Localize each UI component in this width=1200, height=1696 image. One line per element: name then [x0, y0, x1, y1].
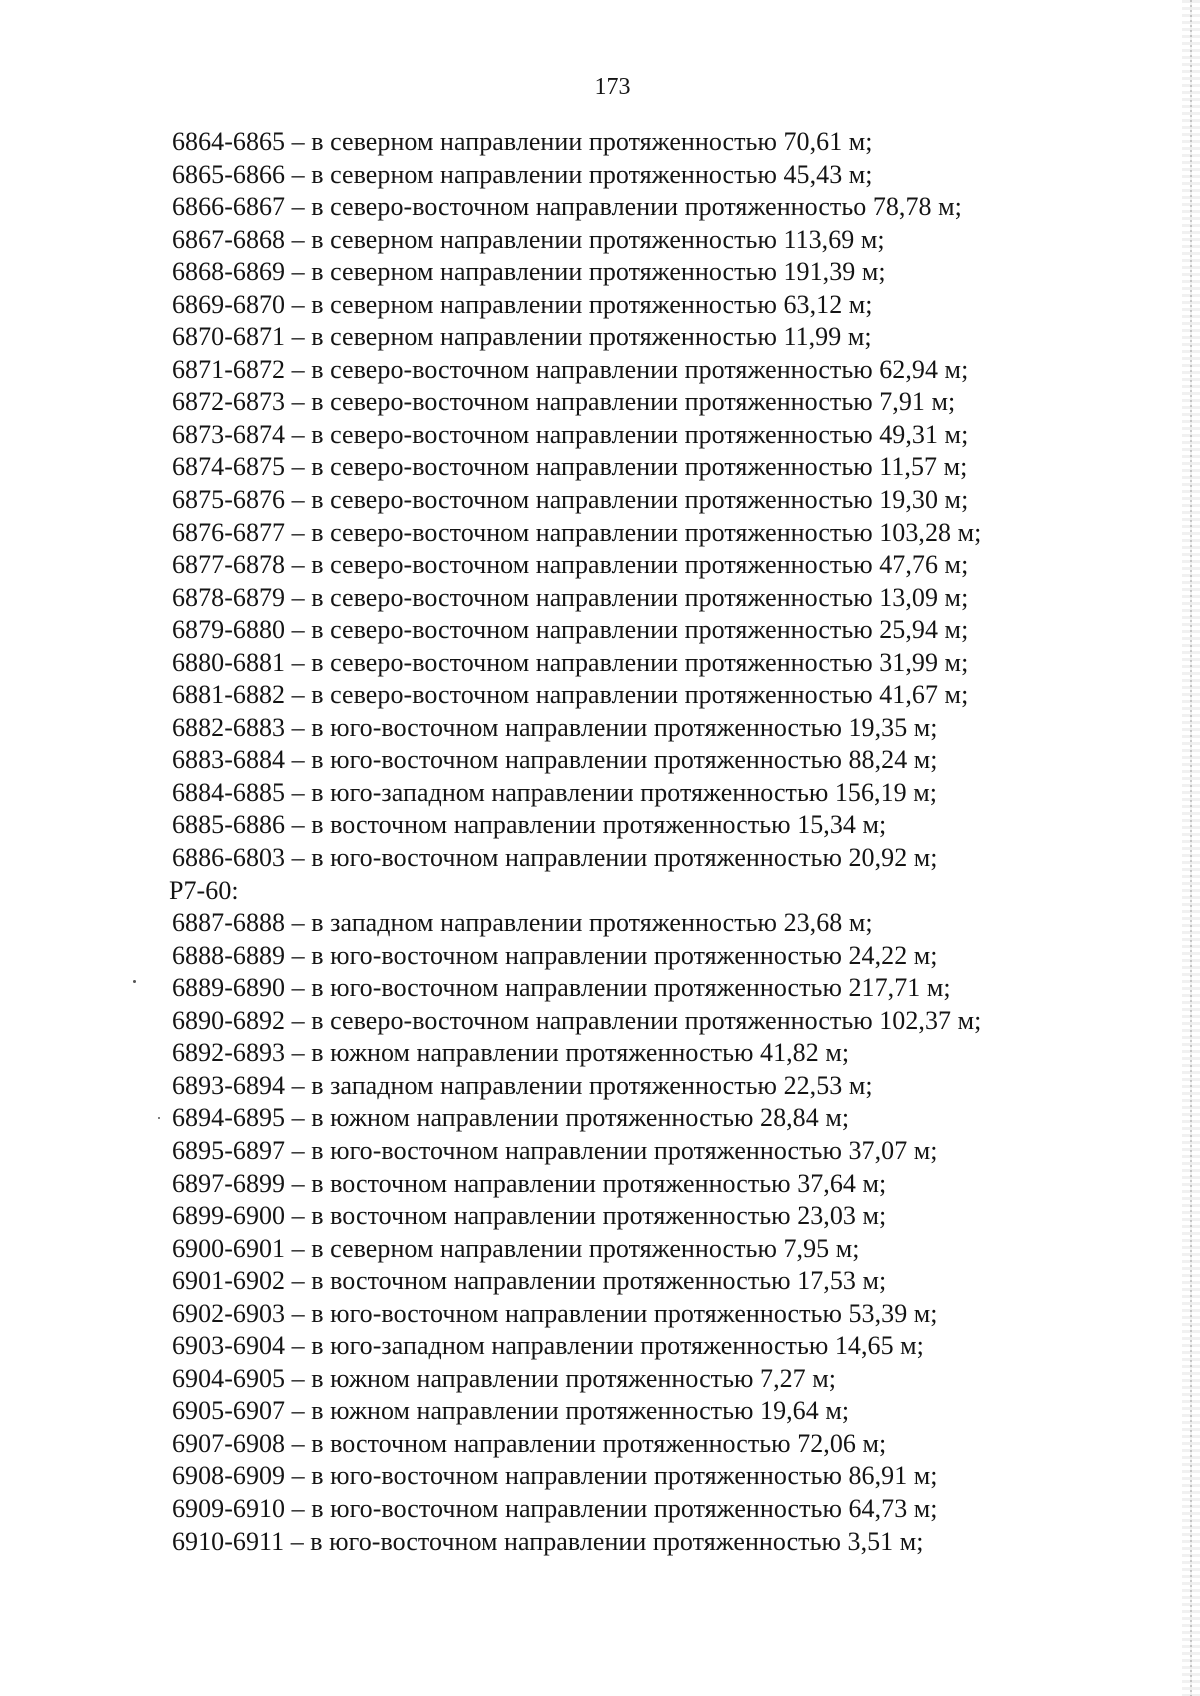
- list-item: 6893-6894 – в западном направлении протяженностью 22,53 м;: [172, 1070, 873, 1100]
- list-item: 6887-6888 – в западном направлении протяженностью 23,68 м;: [172, 908, 873, 938]
- list-item: 6869-6870 – в северном направлении протяженностью 63,12 м;: [172, 289, 873, 319]
- list-item: 6910-6911 – в юго-восточном направлении протяженностью 3,51 м;: [172, 1526, 924, 1556]
- list-item: 6882-6883 – в юго-восточном направлении протяженностью 19,35 м;: [172, 712, 938, 742]
- list-item: 6866-6867 – в северо-восточном направлении протяженностьо 78,78 м;: [172, 192, 962, 222]
- list-item: 6873-6874 – в северо-восточном направлении протяженностью 49,31 м;: [172, 419, 969, 449]
- list-item: 6889-6890 – в юго-восточном направлении протяженностью 217,71 м;: [172, 973, 951, 1003]
- list-item: 6878-6879 – в северо-восточном направлении протяженностью 13,09 м;: [172, 582, 969, 612]
- list-item: 6890-6892 – в северо-восточном направлении протяженностью 102,37 м;: [172, 1005, 982, 1035]
- list-item: 6874-6875 – в северо-восточном направлении протяженностью 11,57 м;: [172, 452, 968, 482]
- list-item: 6867-6868 – в северном направлении протяженностью 113,69 м;: [172, 224, 885, 254]
- list-item: 6902-6903 – в юго-восточном направлении протяженностью 53,39 м;: [172, 1298, 938, 1328]
- list-item: 6868-6869 – в северном направлении протяженностью 191,39 м;: [172, 257, 886, 287]
- list-item: 6899-6900 – в восточном направлении протяженностью 23,03 м;: [172, 1201, 887, 1231]
- list-item: 6884-6885 – в юго-западном направлении протяженностью 156,19 м;: [172, 777, 938, 807]
- list-item: 6880-6881 – в северо-восточном направлении протяженностью 31,99 м;: [172, 647, 969, 677]
- list-item: 6872-6873 – в северо-восточном направлении протяженностью 7,91 м;: [172, 387, 956, 417]
- list-item: 6881-6882 – в северо-восточном направлении протяженностью 41,67 м;: [172, 680, 969, 710]
- scan-speck: [158, 1117, 160, 1119]
- list-item: 6883-6884 – в юго-восточном направлении протяженностью 88,24 м;: [172, 745, 938, 775]
- page-number: 173: [594, 74, 631, 100]
- list-item: 6885-6886 – в восточном направлении протяженностью 15,34 м;: [172, 810, 887, 840]
- list-item: 6901-6902 – в восточном направлении протяженностью 17,53 м;: [172, 1266, 887, 1296]
- list-item: 6907-6908 – в восточном направлении протяженностью 72,06 м;: [172, 1428, 887, 1458]
- list-item: 6864-6865 – в северном направлении протяженностью 70,61 м;: [172, 127, 873, 156]
- list-item: 6905-6907 – в южном направлении протяженностью 19,64 м;: [172, 1396, 850, 1426]
- section-heading: Р7-60:: [169, 875, 239, 905]
- list-item: 6877-6878 – в северо-восточном направлении протяженностью 47,76 м;: [172, 550, 969, 580]
- list-item: 6903-6904 – в юго-западном направлении протяженностью 14,65 м;: [172, 1331, 924, 1361]
- list-item: 6886-6803 – в юго-восточном направлении протяженностью 20,92 м;: [172, 843, 938, 873]
- scan-edge-line: [1190, 0, 1192, 1696]
- list-item: 6895-6897 – в юго-восточном направлении протяженностью 37,07 м;: [172, 1135, 938, 1165]
- list-item: 6894-6895 – в южном направлении протяженностью 28,84 м;: [172, 1103, 850, 1133]
- list-item: 6900-6901 – в северном направлении протяженностью 7,95 м;: [172, 1233, 860, 1263]
- boundary-list: [169, 126, 982, 1558]
- list-item: 6875-6876 – в северо-восточном направлении протяженностью 19,30 м;: [172, 485, 969, 515]
- list-item: 6865-6866 – в северном направлении протяженностью 45,43 м;: [172, 159, 873, 189]
- list-item: 6908-6909 – в юго-восточном направлении протяженностью 86,91 м;: [172, 1461, 938, 1491]
- list-item: 6888-6889 – в юго-восточном направлении протяженностью 24,22 м;: [172, 940, 938, 970]
- scan-speck: [133, 980, 136, 983]
- list-item: 6909-6910 – в юго-восточном направлении протяженностью 64,73 м;: [172, 1493, 938, 1523]
- list-item: 6897-6899 – в восточном направлении протяженностью 37,64 м;: [172, 1168, 887, 1198]
- list-item: 6892-6893 – в южном направлении протяженностью 41,82 м;: [172, 1038, 850, 1068]
- list-item: 6876-6877 – в северо-восточном направлении протяженностью 103,28 м;: [172, 517, 982, 547]
- list-item: 6870-6871 – в северном направлении протяженностью 11,99 м;: [172, 322, 872, 352]
- list-item: 6871-6872 – в северо-восточном направлении протяженностью 62,94 м;: [172, 354, 969, 384]
- list-item: 6904-6905 – в южном направлении протяженностью 7,27 м;: [172, 1363, 837, 1393]
- list-item: 6879-6880 – в северо-восточном направлении протяженностью 25,94 м;: [172, 615, 969, 645]
